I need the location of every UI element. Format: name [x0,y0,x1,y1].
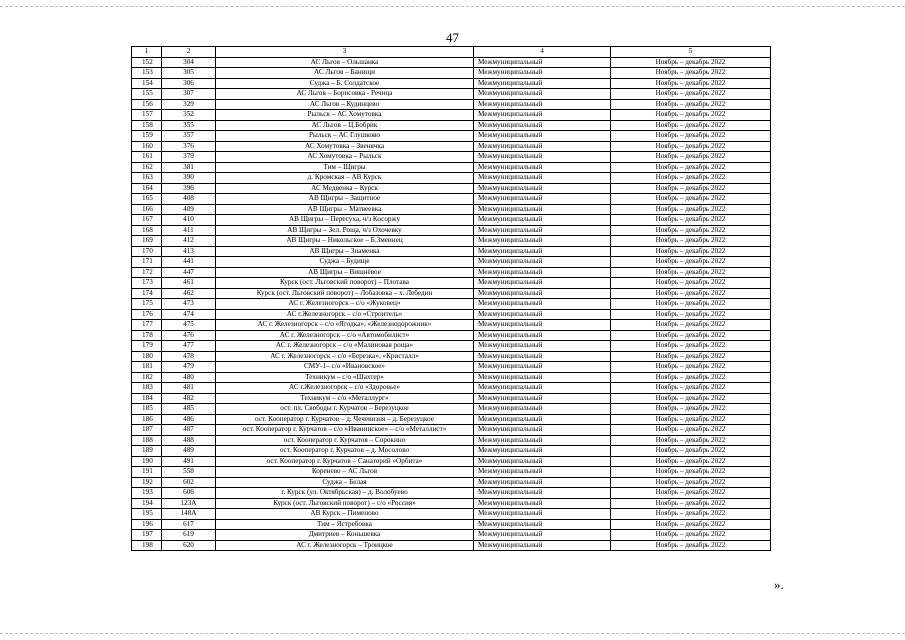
table-row [132,278,771,289]
row-index-cell: 166 [132,204,162,215]
row-index-cell: 156 [132,99,162,110]
page-number: 47 [446,30,459,45]
route-type-cell: Межмуниципальный [474,393,611,404]
route-number-cell: 441 [162,257,216,268]
route-type-cell: Межмуниципальный [474,456,611,467]
row-index-cell: 185 [132,404,162,415]
table-row [132,530,771,541]
table-row [132,141,771,152]
table-row [132,309,771,320]
period-cell: Ноябрь – декабрь 2022 [611,498,771,509]
table-row [132,99,771,110]
route-number-cell: 476 [162,330,216,341]
row-index-cell: 195 [132,509,162,520]
route-type-cell: Межмуниципальный [474,225,611,236]
period-cell: Ноябрь – декабрь 2022 [611,309,771,320]
route-name-cell: Тим – Щигры [216,162,474,173]
top-edge-rule [0,6,905,7]
table-row [132,267,771,278]
route-number-cell: 488 [162,435,216,446]
route-type-cell: Межмуниципальный [474,330,611,341]
row-index-cell: 188 [132,435,162,446]
table-row [132,456,771,467]
route-type-cell: Межмуниципальный [474,152,611,163]
row-index-cell: 164 [132,183,162,194]
row-index-cell: 173 [132,278,162,289]
route-type-cell: Межмуниципальный [474,246,611,257]
route-number-cell: 148А [162,509,216,520]
period-cell: Ноябрь – декабрь 2022 [611,225,771,236]
route-name-cell: АС Хомутовка – Рыльск [216,152,474,163]
row-index-cell: 182 [132,372,162,383]
row-index-cell: 162 [132,162,162,173]
route-type-cell: Межмуниципальный [474,351,611,362]
route-type-cell: Межмуниципальный [474,372,611,383]
period-cell: Ноябрь – декабрь 2022 [611,540,771,551]
table-row [132,393,771,404]
route-type-cell: Межмуниципальный [474,288,611,299]
table-row [132,477,771,488]
row-index-cell: 172 [132,267,162,278]
route-type-cell: Межмуниципальный [474,131,611,142]
period-cell: Ноябрь – декабрь 2022 [611,215,771,226]
row-index-cell: 196 [132,519,162,530]
table-row [132,78,771,89]
route-type-cell: Межмуниципальный [474,425,611,436]
closing-quote-mark: ». [774,577,784,592]
route-number-cell: 411 [162,225,216,236]
route-type-cell: Межмуниципальный [474,530,611,541]
route-name-cell: АС г. Железногорск – с/о «Автомобилист» [216,330,474,341]
row-index-cell: 153 [132,68,162,79]
route-type-cell: Межмуниципальный [474,446,611,457]
period-cell: Ноябрь – декабрь 2022 [611,162,771,173]
period-cell: Ноябрь – декабрь 2022 [611,278,771,289]
route-number-cell: 381 [162,162,216,173]
route-type-cell: Межмуниципальный [474,320,611,331]
route-number-cell: 620 [162,540,216,551]
period-cell: Ноябрь – декабрь 2022 [611,414,771,425]
route-number-cell: 307 [162,89,216,100]
route-name-cell: Техникум – с/о «Шахтер» [216,372,474,383]
row-index-cell: 198 [132,540,162,551]
route-number-cell: 485 [162,404,216,415]
row-index-cell: 176 [132,309,162,320]
route-type-cell: Межмуниципальный [474,215,611,226]
route-number-cell: 480 [162,372,216,383]
route-name-cell: Суджа – Будище [216,257,474,268]
table-body [132,57,771,551]
route-type-cell: Межмуниципальный [474,383,611,394]
row-index-cell: 183 [132,383,162,394]
period-cell: Ноябрь – декабрь 2022 [611,530,771,541]
row-index-cell: 180 [132,351,162,362]
route-type-cell: Межмуниципальный [474,194,611,205]
route-name-cell: АС Медвенка – Курск [216,183,474,194]
table-row [132,351,771,362]
route-number-cell: 602 [162,477,216,488]
table-row [132,110,771,121]
route-number-cell: 412 [162,236,216,247]
period-cell: Ноябрь – декабрь 2022 [611,68,771,79]
period-cell: Ноябрь – декабрь 2022 [611,362,771,373]
route-name-cell: д. Кромская – АВ Курск [216,173,474,184]
period-cell: Ноябрь – декабрь 2022 [611,236,771,247]
table-row [132,225,771,236]
row-index-cell: 179 [132,341,162,352]
route-name-cell: Рыльск – АС Глушково [216,131,474,142]
period-cell: Ноябрь – декабрь 2022 [611,152,771,163]
row-index-cell: 160 [132,141,162,152]
route-type-cell: Межмуниципальный [474,204,611,215]
route-name-cell: Суджа – Б. Солдатское [216,78,474,89]
route-number-cell: 474 [162,309,216,320]
period-cell: Ноябрь – декабрь 2022 [611,246,771,257]
period-cell: Ноябрь – декабрь 2022 [611,131,771,142]
route-type-cell: Межмуниципальный [474,519,611,530]
route-type-cell: Межмуниципальный [474,141,611,152]
route-type-cell: Межмуниципальный [474,435,611,446]
route-number-cell: 376 [162,141,216,152]
route-number-cell: 447 [162,267,216,278]
table-row [132,446,771,457]
route-number-cell: 379 [162,152,216,163]
row-index-cell: 186 [132,414,162,425]
row-index-cell: 158 [132,120,162,131]
period-cell: Ноябрь – декабрь 2022 [611,173,771,184]
row-index-cell: 169 [132,236,162,247]
period-cell: Ноябрь – декабрь 2022 [611,194,771,205]
row-index-cell: 161 [132,152,162,163]
route-type-cell: Межмуниципальный [474,162,611,173]
route-name-cell: СМУ-1– с/о «Ивановское» [216,362,474,373]
period-cell: Ноябрь – декабрь 2022 [611,204,771,215]
route-type-cell: Межмуниципальный [474,89,611,100]
route-number-cell: 413 [162,246,216,257]
period-cell: Ноябрь – декабрь 2022 [611,383,771,394]
period-cell: Ноябрь – декабрь 2022 [611,393,771,404]
table-row [132,425,771,436]
route-name-cell: АС Льгов – Ц.Бобрик [216,120,474,131]
route-number-cell: 482 [162,393,216,404]
route-number-cell: 617 [162,519,216,530]
table-row [132,341,771,352]
route-number-cell: 486 [162,414,216,425]
route-number-cell: 304 [162,57,216,68]
table-row [132,467,771,478]
period-cell: Ноябрь – декабрь 2022 [611,110,771,121]
route-name-cell: ост. Кооператор г. Курчатов – Сорокино [216,435,474,446]
route-number-cell: 409 [162,204,216,215]
bottom-edge-rule [0,633,905,634]
column-header-3: 3 [216,47,474,58]
route-number-cell: 329 [162,99,216,110]
route-number-cell: 489 [162,446,216,457]
route-name-cell: АС Льгов – Ольшанка [216,57,474,68]
period-cell: Ноябрь – декабрь 2022 [611,299,771,310]
row-index-cell: 170 [132,246,162,257]
row-index-cell: 177 [132,320,162,331]
row-index-cell: 189 [132,446,162,457]
route-name-cell: АС г. Железногорск – с/о «Малиновая роща» [216,341,474,352]
route-number-cell: 305 [162,68,216,79]
column-header-5: 5 [611,47,771,58]
period-cell: Ноябрь – декабрь 2022 [611,78,771,89]
route-name-cell: АС г.Железногорск – с/о «Здоровье» [216,383,474,394]
table-row [132,540,771,551]
route-type-cell: Межмуниципальный [474,488,611,499]
route-number-cell: 408 [162,194,216,205]
table-row [132,68,771,79]
row-index-cell: 168 [132,225,162,236]
route-name-cell: АС Льгов – Кудинцево [216,99,474,110]
period-cell: Ноябрь – декабрь 2022 [611,488,771,499]
table-row [132,498,771,509]
period-cell: Ноябрь – декабрь 2022 [611,509,771,520]
table-row [132,89,771,100]
route-number-cell: 475 [162,320,216,331]
route-type-cell: Межмуниципальный [474,362,611,373]
period-cell: Ноябрь – декабрь 2022 [611,456,771,467]
route-type-cell: Межмуниципальный [474,257,611,268]
row-index-cell: 159 [132,131,162,142]
period-cell: Ноябрь – декабрь 2022 [611,89,771,100]
route-number-cell: 396 [162,183,216,194]
row-index-cell: 178 [132,330,162,341]
route-name-cell: АВ Щигры – Матвеевка [216,204,474,215]
row-index-cell: 163 [132,173,162,184]
route-name-cell: АВ Курск – Пименово [216,509,474,520]
period-cell: Ноябрь – декабрь 2022 [611,435,771,446]
table-row [132,215,771,226]
route-type-cell: Межмуниципальный [474,414,611,425]
table-row [132,488,771,499]
route-type-cell: Межмуниципальный [474,267,611,278]
row-index-cell: 191 [132,467,162,478]
row-index-cell: 187 [132,425,162,436]
period-cell: Ноябрь – декабрь 2022 [611,519,771,530]
column-header-1: 1 [132,47,162,58]
row-index-cell: 174 [132,288,162,299]
route-name-cell: АВ Щигры – Зел. Роща, ч/з Охочевку [216,225,474,236]
route-name-cell: АС Хомутовка – Звенячка [216,141,474,152]
route-type-cell: Межмуниципальный [474,540,611,551]
route-number-cell: 357 [162,131,216,142]
table-row [132,435,771,446]
route-type-cell: Межмуниципальный [474,99,611,110]
column-number-row [132,47,771,58]
column-header-4: 4 [474,47,611,58]
route-name-cell: Дмитриев – Коньшевка [216,530,474,541]
route-name-cell: АВ Щигры – Вишнёвое [216,267,474,278]
period-cell: Ноябрь – декабрь 2022 [611,477,771,488]
table-row [132,372,771,383]
table-row [132,204,771,215]
route-name-cell: АС г. Железногорск – Троицкое [216,540,474,551]
route-type-cell: Межмуниципальный [474,299,611,310]
table-row [132,414,771,425]
route-name-cell: ост. Кооператор г. Курчатов – с/о «Иванинское» – с/о «Металлист» [216,425,474,436]
route-type-cell: Межмуниципальный [474,78,611,89]
route-type-cell: Межмуниципальный [474,68,611,79]
route-name-cell: АС г. Железногорск – с/о «Березка», «Кристалл» [216,351,474,362]
row-index-cell: 194 [132,498,162,509]
table-row [132,131,771,142]
route-name-cell: Курск (ост. Льговский поворот) – с/о «Россия» [216,498,474,509]
period-cell: Ноябрь – декабрь 2022 [611,404,771,415]
table-row [132,57,771,68]
route-type-cell: Межмуниципальный [474,236,611,247]
route-type-cell: Межмуниципальный [474,467,611,478]
route-name-cell: ост. пл. Свободы г. Курчатов – Березуцкое [216,404,474,415]
row-index-cell: 197 [132,530,162,541]
route-name-cell: ост. Кооператор г. Курчатов – д. Мосолово [216,446,474,457]
period-cell: Ноябрь – декабрь 2022 [611,120,771,131]
table-row [132,509,771,520]
route-number-cell: 390 [162,173,216,184]
route-type-cell: Межмуниципальный [474,509,611,520]
route-type-cell: Межмуниципальный [474,278,611,289]
route-number-cell: 352 [162,110,216,121]
row-index-cell: 181 [132,362,162,373]
route-name-cell: АС Льгов – Борисовка - Речица [216,89,474,100]
row-index-cell: 155 [132,89,162,100]
route-name-cell: г. Курск (ул. Октябрьская) – д. Волобуево [216,488,474,499]
period-cell: Ноябрь – декабрь 2022 [611,320,771,331]
routes-table [131,46,771,551]
route-type-cell: Межмуниципальный [474,309,611,320]
route-name-cell: Курск (ост. Льговский поворот) – Лобазовка – х. Лебедин [216,288,474,299]
route-name-cell: АС г. Железногорск – с/о «Жуковец» [216,299,474,310]
table-row [132,183,771,194]
route-name-cell: Суджа – Белая [216,477,474,488]
route-number-cell: 481 [162,383,216,394]
route-name-cell: АВ Щигры – Никольское – Б.Змеинец [216,236,474,247]
route-number-cell: 462 [162,288,216,299]
row-index-cell: 193 [132,488,162,499]
route-name-cell: АВ Щигры – Пересуха, ч/з Косоржу [216,215,474,226]
route-number-cell: 410 [162,215,216,226]
period-cell: Ноябрь – декабрь 2022 [611,372,771,383]
route-type-cell: Межмуниципальный [474,57,611,68]
period-cell: Ноябрь – декабрь 2022 [611,341,771,352]
period-cell: Ноябрь – декабрь 2022 [611,467,771,478]
route-number-cell: 606 [162,488,216,499]
column-header-2: 2 [162,47,216,58]
route-number-cell: 479 [162,362,216,373]
table-row [132,120,771,131]
row-index-cell: 165 [132,194,162,205]
table-row [132,288,771,299]
row-index-cell: 171 [132,257,162,268]
period-cell: Ноябрь – декабрь 2022 [611,267,771,278]
row-index-cell: 167 [132,215,162,226]
period-cell: Ноябрь – декабрь 2022 [611,425,771,436]
route-number-cell: 558 [162,467,216,478]
table-row [132,162,771,173]
route-number-cell: 619 [162,530,216,541]
route-name-cell: АС Льгов – Банищи [216,68,474,79]
route-type-cell: Межмуниципальный [474,183,611,194]
row-index-cell: 190 [132,456,162,467]
route-type-cell: Межмуниципальный [474,110,611,121]
route-type-cell: Межмуниципальный [474,341,611,352]
route-number-cell: 355 [162,120,216,131]
period-cell: Ноябрь – декабрь 2022 [611,141,771,152]
table-row [132,246,771,257]
table-row [132,362,771,373]
table-row [132,173,771,184]
row-index-cell: 154 [132,78,162,89]
route-number-cell: 123А [162,498,216,509]
route-name-cell: АС г.Железногорск – с/о «Строитель» [216,309,474,320]
route-number-cell: 306 [162,78,216,89]
table-row [132,404,771,415]
route-type-cell: Межмуниципальный [474,404,611,415]
row-index-cell: 157 [132,110,162,121]
row-index-cell: 184 [132,393,162,404]
route-number-cell: 477 [162,341,216,352]
table-row [132,299,771,310]
row-index-cell: 175 [132,299,162,310]
period-cell: Ноябрь – декабрь 2022 [611,288,771,299]
table-row [132,152,771,163]
table-row [132,236,771,247]
table-row [132,194,771,205]
route-name-cell: АВ Щигры – Знаменка [216,246,474,257]
route-name-cell: АС г. Железногорск – с/о «Ягодка», «Железнодорожник» [216,320,474,331]
period-cell: Ноябрь – декабрь 2022 [611,446,771,457]
route-name-cell: ост. Кооператор г. Курчатов – Санаторий «Орбита» [216,456,474,467]
route-name-cell: АВ Щигры – Защитное [216,194,474,205]
table-row [132,320,771,331]
table-row [132,383,771,394]
route-number-cell: 478 [162,351,216,362]
route-name-cell: ост. Кооператор г. Курчатов – д. Чечевизня – д. Березуцкое [216,414,474,425]
route-type-cell: Межмуниципальный [474,498,611,509]
route-name-cell: Курск (ост. Льговский поворот) – Плотава [216,278,474,289]
route-number-cell: 491 [162,456,216,467]
table-row [132,257,771,268]
table-row [132,519,771,530]
period-cell: Ноябрь – декабрь 2022 [611,257,771,268]
route-type-cell: Межмуниципальный [474,477,611,488]
table-row [132,330,771,341]
route-number-cell: 487 [162,425,216,436]
period-cell: Ноябрь – декабрь 2022 [611,57,771,68]
period-cell: Ноябрь – декабрь 2022 [611,99,771,110]
route-name-cell: Техникум – с/о «Металлург» [216,393,474,404]
route-type-cell: Межмуниципальный [474,173,611,184]
route-number-cell: 473 [162,299,216,310]
period-cell: Ноябрь – декабрь 2022 [611,330,771,341]
route-name-cell: Рыльск – АС Хомутовка [216,110,474,121]
route-name-cell: Тим – Ястребовка [216,519,474,530]
period-cell: Ноябрь – декабрь 2022 [611,183,771,194]
route-type-cell: Межмуниципальный [474,120,611,131]
row-index-cell: 152 [132,57,162,68]
row-index-cell: 192 [132,477,162,488]
route-number-cell: 461 [162,278,216,289]
route-name-cell: Коренево – АС Льгов [216,467,474,478]
period-cell: Ноябрь – декабрь 2022 [611,351,771,362]
